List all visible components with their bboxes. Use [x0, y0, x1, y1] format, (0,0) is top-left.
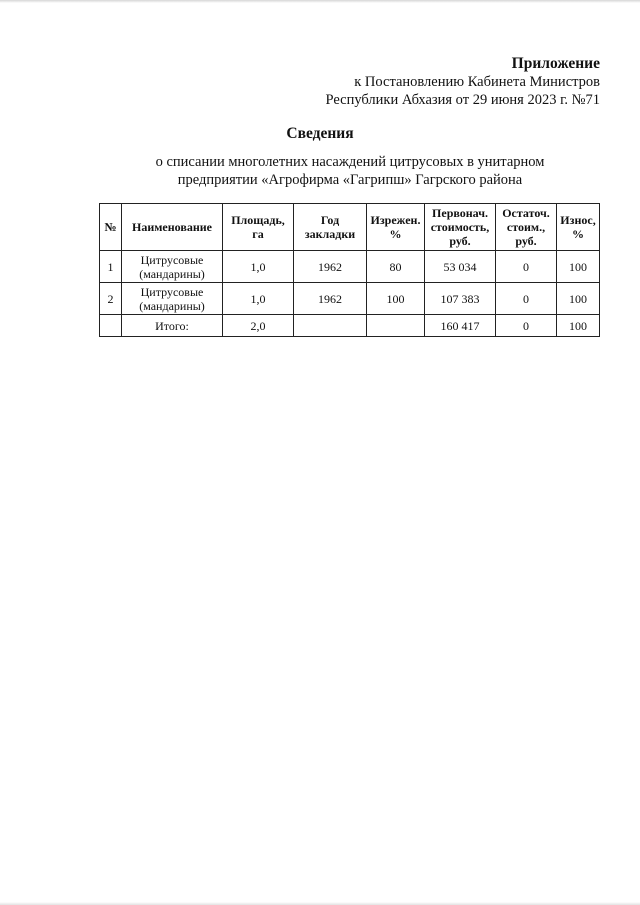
table-total-row — [100, 315, 600, 337]
col-name-header: Наименование — [122, 204, 223, 251]
scan-top-edge — [0, 0, 640, 3]
appendix-header — [325, 55, 600, 109]
row-number: 2 — [100, 283, 122, 315]
total-thinned-empty — [367, 315, 425, 337]
document-title: Сведения — [286, 125, 354, 142]
appendix-line-2: Республики Абхазия от 29 июня 2023 г. №71 — [325, 92, 600, 108]
row-thinned: 80 — [367, 251, 425, 283]
row-residual-cost: 0 — [496, 283, 557, 315]
write-off-table — [99, 203, 600, 337]
document-subtitle — [100, 153, 600, 189]
row-initial-cost: 53 034 — [425, 251, 496, 283]
row-name: Цитрусовые (мандарины) — [122, 251, 223, 283]
subtitle-line-2: предприятии «Агрофирма «Гагрипш» Гагрского района — [177, 172, 523, 188]
total-initial-cost: 160 417 — [425, 315, 496, 337]
row-wear: 100 — [557, 283, 600, 315]
col-residual-cost-header: Остаточ. стоим., руб. — [496, 204, 557, 251]
row-year: 1962 — [294, 251, 367, 283]
row-area: 1,0 — [223, 251, 294, 283]
total-area: 2,0 — [223, 315, 294, 337]
row-area: 1,0 — [223, 283, 294, 315]
row-thinned: 100 — [367, 283, 425, 315]
total-wear: 100 — [557, 315, 600, 337]
row-number: 1 — [100, 251, 122, 283]
total-year-empty — [294, 315, 367, 337]
table-row — [100, 283, 600, 315]
table-row — [100, 251, 600, 283]
row-initial-cost: 107 383 — [425, 283, 496, 315]
appendix-label: Приложение — [511, 55, 600, 72]
col-thinned-header: Изрежен. % — [367, 204, 425, 251]
col-area-header: Площадь, га — [223, 204, 294, 251]
subtitle-line-1: о списании многолетних насаждений цитрусовых в унитарном — [155, 154, 545, 170]
row-wear: 100 — [557, 251, 600, 283]
col-year-header: Год закладки — [294, 204, 367, 251]
col-initial-cost-header: Первонач. стоимость, руб. — [425, 204, 496, 251]
row-residual-cost: 0 — [496, 251, 557, 283]
total-label: Итого: — [122, 315, 223, 337]
col-wear-header: Износ, % — [557, 204, 600, 251]
table-header-row — [100, 204, 600, 251]
row-year: 1962 — [294, 283, 367, 315]
row-name: Цитрусовые (мандарины) — [122, 283, 223, 315]
col-number-header: № — [100, 204, 122, 251]
total-residual-cost: 0 — [496, 315, 557, 337]
total-number-empty — [100, 315, 122, 337]
appendix-line-1: к Постановлению Кабинета Министров — [354, 74, 600, 90]
